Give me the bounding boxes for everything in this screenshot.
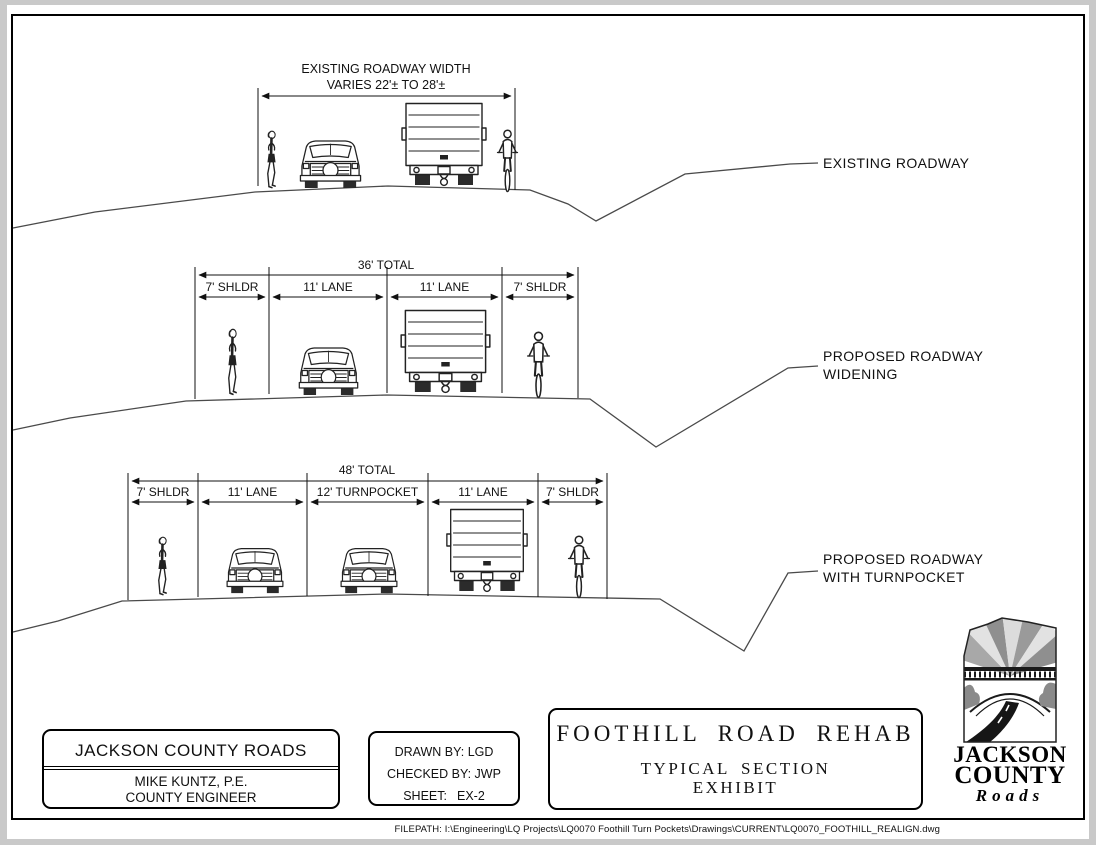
ground-line [13,571,818,651]
credits-block [368,731,520,806]
sheet-subtitle: EXHIBIT [692,778,779,797]
suv-figure [299,348,357,395]
agency-block [42,729,340,809]
logo-text-jackson: JACKSON [953,742,1067,767]
callout-proposed-widening-line1: PROPOSED ROADWAY [823,348,984,364]
checked-by-line: CHECKED BY: JWP [387,767,501,781]
box-truck-figure [401,311,490,393]
box-truck-figure [402,104,486,186]
section-existing [13,62,970,228]
lane-label: 11' LANE [303,280,353,294]
sheet-label: SHEET: [403,789,447,803]
pickup-truck-figure [300,141,360,188]
county-logo [943,616,1077,805]
project-title: FOOTHILL ROAD REHAB [556,721,915,746]
callout-existing-roadway: EXISTING ROADWAY [823,155,970,171]
lane-label: 11' LANE [419,280,470,294]
engineer-title: COUNTY ENGINEER [125,790,257,805]
agency-name: JACKSON COUNTY ROADS [75,741,307,760]
lane-label: 7' SHLDR [546,485,599,499]
sheet-number: EX-2 [456,789,485,803]
dimension-note-line2: VARIES 22'± TO 28'± [326,78,446,92]
lane-label: 11' LANE [227,485,278,499]
sheet-line [370,785,518,807]
callout-turnpocket-line2: WITH TURNPOCKET [823,569,965,585]
logo-text-roads: Roads [975,786,1045,805]
pedestrian-figure [229,329,236,394]
engineer-name: MIKE KUNTZ, P.E. [134,774,248,789]
callout-turnpocket-line1: PROPOSED ROADWAY [823,551,984,567]
cyclist-figure [569,536,590,597]
total-dimension-label: 48' TOTAL [338,463,396,477]
suv-figure [341,549,397,594]
lane-label: 7' SHLDR [513,280,567,294]
divider [44,766,338,770]
section-turnpocket [13,463,984,651]
suv-figure [227,549,283,594]
pedestrian-figure [268,131,275,188]
box-truck-figure [447,510,527,592]
project-title-block [548,708,923,810]
callout-proposed-widening-line2: WIDENING [823,366,898,382]
logo-text-county: COUNTY [954,762,1066,789]
lane-label: 7' SHLDR [205,280,259,294]
total-dimension-label: 36' TOTAL [357,258,415,272]
lane-label: 11' LANE [458,485,508,499]
section-widening [13,258,984,447]
cyclist-figure [528,332,550,397]
pedestrian-figure [159,537,166,594]
dimension-note-line1: EXISTING ROADWAY WIDTH [301,62,471,76]
filepath-note: FILEPATH: I:\Engineering\LQ Projects\LQ0070 Foothill Turn Pockets\Drawings\CURRENT\LQ0070_FOOTHILL_REALIGN.dwg [394,824,940,835]
sheet-title: TYPICAL SECTION [640,759,831,778]
drawn-by-line: DRAWN BY: LGD [394,745,494,759]
lane-label: 7' SHLDR [136,485,190,499]
lane-label: 12' TURNPOCKET [316,485,419,499]
bridge-logo-icon [962,616,1058,744]
